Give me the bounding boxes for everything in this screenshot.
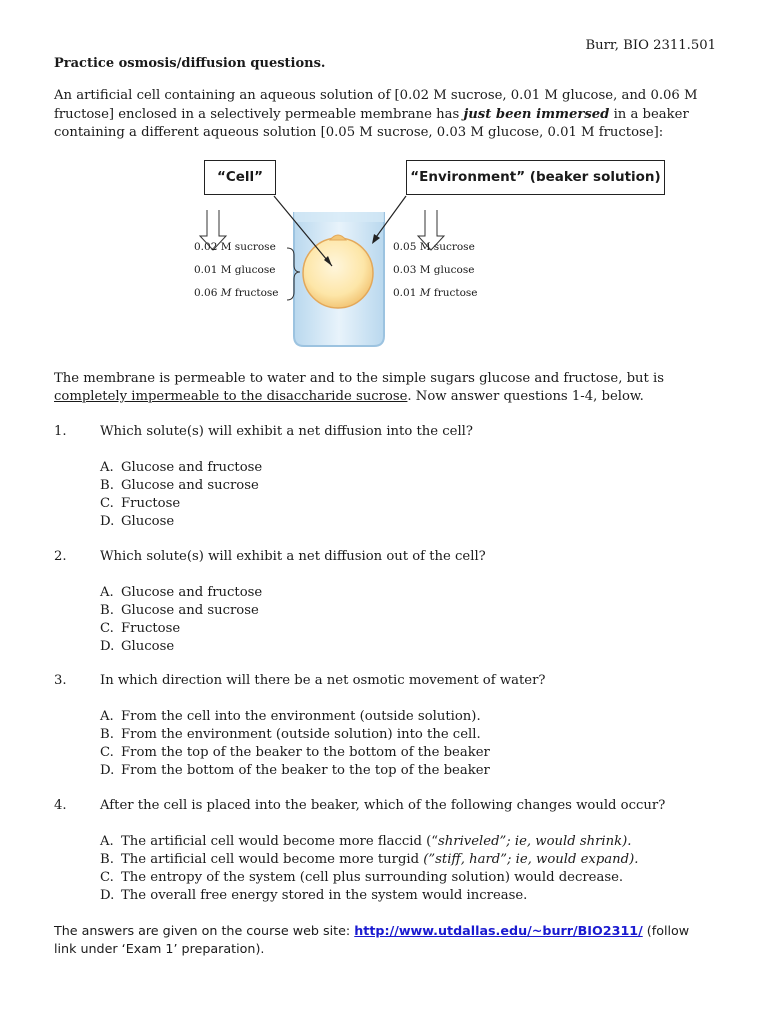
option-a [100, 833, 638, 851]
page-title: Practice osmosis/diffusion questions. [54, 56, 326, 71]
option-letter: B. [100, 603, 114, 618]
option-text: Glucose and fructose [121, 460, 263, 475]
option-italic-text: (”stiff, hard”; ie, would expand). [423, 852, 639, 867]
intro-text-2: in a beaker containing a different aqueous solution [0.05 M sucrose, 0.03 M glucose, 0.01 M fructose]: [54, 106, 689, 140]
options [100, 459, 262, 531]
option-text: The artificial cell would become more turgid [121, 852, 424, 867]
option-letter: B. [100, 727, 114, 742]
cell-conc-sucrose: 0.02 M sucrose [194, 241, 276, 253]
course-website-link[interactable]: http://www.utdallas.edu/~burr/BIO2311/ [354, 923, 643, 938]
option-b [100, 726, 490, 744]
option-letter: B. [100, 478, 114, 493]
question-number: 3. [54, 673, 67, 688]
document-body [54, 40, 718, 956]
option-letter: D. [100, 763, 115, 778]
cell-label-box: “Cell” [204, 160, 276, 195]
option-text: From the cell into the environment (outside solution). [121, 709, 481, 724]
question-number: 1. [54, 424, 67, 439]
option-b [100, 477, 262, 495]
option-c [100, 744, 490, 762]
env-conc-fructose: 0.01 M fructose [393, 287, 478, 299]
cell-conc-fructose: 0.06 M fructose [194, 287, 279, 299]
option-letter: D. [100, 639, 115, 654]
question-text: In which direction will there be a net osmotic movement of water? [100, 673, 546, 688]
option-letter: A. [100, 585, 114, 600]
option-d [100, 513, 262, 531]
option-letter: C. [100, 870, 114, 885]
question-number: 4. [54, 798, 67, 813]
options [100, 584, 262, 656]
option-text: From the environment (outside solution) into the cell. [121, 727, 481, 742]
membrane-note-underlined: completely impermeable to the disaccharide sucrose [54, 389, 408, 404]
option-text: Glucose and sucrose [121, 603, 259, 618]
env-concentrations [393, 236, 478, 305]
option-text: From the top of the beaker to the bottom of the beaker [121, 745, 490, 760]
option-letter: A. [100, 834, 114, 849]
option-text: Glucose and sucrose [121, 478, 259, 493]
option-b [100, 851, 638, 869]
option-letter: D. [100, 888, 115, 903]
option-text: Glucose [121, 639, 175, 654]
question-text: Which solute(s) will exhibit a net diffusion out of the cell? [100, 549, 486, 564]
env-conc-glucose: 0.03 M glucose [393, 264, 475, 276]
membrane-note-2: . Now answer questions 1-4, below. [407, 389, 644, 404]
option-text: Fructose [121, 621, 181, 636]
options [100, 708, 490, 780]
footer-note [54, 922, 714, 958]
option-letter: C. [100, 621, 114, 636]
environment-label-box: “Environment” (beaker solution) [406, 160, 665, 195]
footer-text-after: (follow link under ‘Exam 1’ preparation). [54, 923, 690, 956]
intro-paragraph [54, 87, 718, 143]
options [100, 833, 638, 905]
intro-emphasis: just been immersed [463, 106, 610, 122]
membrane-note [54, 370, 714, 406]
option-text: Glucose [121, 514, 175, 529]
option-c [100, 869, 638, 887]
option-text: The overall free energy stored in the system would increase. [121, 888, 528, 903]
option-a [100, 708, 490, 726]
footer-text-before: The answers are given on the course web site: [54, 923, 355, 938]
option-a [100, 584, 262, 602]
intro-text-1: An artificial cell containing an aqueous solution of [0.02 M sucrose, 0.01 M glucose, and 0.06 M fructose] enclosed in a selectively permeable membrane has [54, 88, 698, 122]
option-d [100, 638, 262, 656]
question-text: After the cell is placed into the beaker, which of the following changes would occur? [100, 798, 666, 813]
option-d [100, 887, 638, 905]
osmosis-diagram [54, 160, 718, 390]
option-b [100, 602, 262, 620]
option-text: Fructose [121, 496, 181, 511]
option-text: From the bottom of the beaker to the top of the beaker [121, 763, 490, 778]
cell-concentrations [194, 236, 279, 305]
option-c [100, 495, 262, 513]
option-letter: C. [100, 745, 114, 760]
question-text: Which solute(s) will exhibit a net diffusion into the cell? [100, 424, 473, 439]
env-conc-sucrose: 0.05 M sucrose [393, 241, 475, 253]
option-text: Glucose and fructose [121, 585, 263, 600]
membrane-note-1: The membrane is permeable to water and to the simple sugars glucose and fructose, but is [54, 371, 665, 386]
option-text: The entropy of the system (cell plus surrounding solution) would decrease. [121, 870, 624, 885]
question-number: 2. [54, 549, 67, 564]
cell-conc-glucose: 0.01 M glucose [194, 264, 276, 276]
option-letter: D. [100, 514, 115, 529]
option-letter: B. [100, 852, 114, 867]
option-letter: C. [100, 496, 114, 511]
option-letter: A. [100, 460, 114, 475]
option-letter: A. [100, 709, 114, 724]
option-a [100, 459, 262, 477]
option-d [100, 762, 490, 780]
course-header: Burr, BIO 2311.501 [585, 38, 716, 53]
option-c [100, 620, 262, 638]
option-text: The artificial cell would become more flaccid (“ [121, 834, 439, 849]
option-italic-text: shriveled”; ie, would shrink). [438, 834, 632, 849]
